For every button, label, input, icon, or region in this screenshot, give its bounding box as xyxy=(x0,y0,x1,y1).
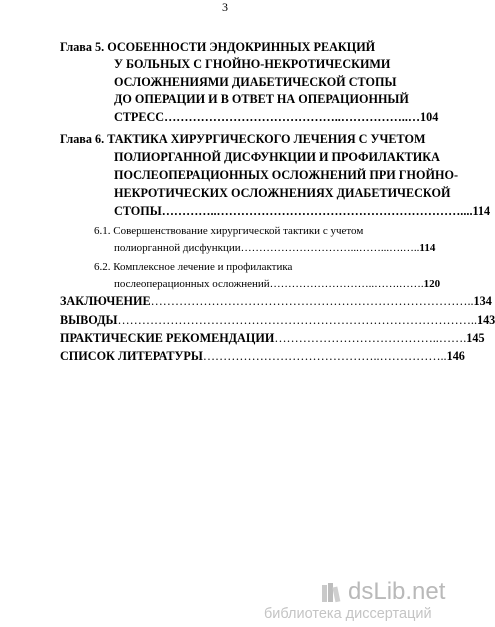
chapter-5-line-4: ДО ОПЕРАЦИИ И В ОТВЕТ НА ОПЕРАЦИОННЫЙ xyxy=(114,92,409,106)
chapter-6-line-4: НЕКРОТИЧЕСКИХ ОСЛОЖНЕНИЯХ ДИАБЕТИЧЕСКОЙ xyxy=(114,186,451,200)
chapter-5-line-1: Глава 5. ОСОБЕННОСТИ ЭНДОКРИННЫХ РЕАКЦИЙ xyxy=(60,40,376,54)
findings-page: 143 xyxy=(476,313,495,327)
toc-conclusion xyxy=(60,294,492,309)
section-6-2-line-1: 6.2. Комплексное лечение и профилактика xyxy=(94,261,293,273)
chapter-5-line-2: У БОЛЬНЫХ С ГНОЙНО-НЕКРОТИЧЕСКИМИ xyxy=(114,57,391,71)
findings-leader: …………………………………………………………………………….. xyxy=(117,313,477,327)
chapter-6-entry-row xyxy=(114,204,491,219)
chapter-6-line-2: ПОЛИОРГАННОЙ ДИСФУНКЦИИ И ПРОФИЛАКТИКА xyxy=(114,150,440,164)
findings-title: ВЫВОДЫ xyxy=(60,313,118,327)
section-6-1-leader: …………………………...……...….….. xyxy=(240,242,420,254)
chapter-6-last-line: СТОПЫ xyxy=(114,204,162,218)
page-number: 3 xyxy=(222,0,228,14)
toc-recommendations xyxy=(60,331,485,346)
references-page: 146 xyxy=(446,349,465,363)
recommendations-leader: …………………………………..……. xyxy=(274,331,467,345)
recommendations-page: 145 xyxy=(466,331,485,345)
chapter-6-line-3: ПОСЛЕОПЕРАЦИОННЫХ ОСЛОЖНЕНИЙ ПРИ ГНОЙНО- xyxy=(114,168,458,182)
chapter-5-page: 104 xyxy=(420,110,439,124)
watermark-subtitle: библиотека диссертаций xyxy=(264,606,432,622)
chapter-6-line-1: Глава 6. ТАКТИКА ХИРУРГИЧЕСКОГО ЛЕЧЕНИЯ С УЧЕТОМ xyxy=(60,132,426,146)
watermark xyxy=(264,578,450,623)
book-stack-icon xyxy=(320,581,344,605)
section-6-2-last-line: послеоперационных осложнений xyxy=(114,278,270,290)
chapter-5-line-3: ОСЛОЖНЕНИЯМИ ДИАБЕТИЧЕСКОЙ СТОПЫ xyxy=(114,75,397,89)
section-6-2-entry-row xyxy=(114,277,441,291)
chapter-6-leader: …………..…………………………………………………….... xyxy=(161,204,473,218)
chapter-5-entry-row xyxy=(114,110,439,125)
conclusion-leader: …………………………………………………………………….. xyxy=(150,294,474,308)
section-6-2-leader: ………………………..…….……. xyxy=(269,278,424,290)
section-6-1-last-line: полиорганной дисфункции xyxy=(114,242,241,254)
references-leader: ……………………………………..…………….. xyxy=(202,349,447,363)
toc-references xyxy=(60,349,465,364)
section-6-1-line-1: 6.1. Совершенствование хирургической тактики с учетом xyxy=(94,225,364,237)
watermark-logo: dsLib.net xyxy=(348,578,446,605)
section-6-1-page: 114 xyxy=(419,242,436,254)
section-6-1-entry-row xyxy=(114,241,436,255)
references-title: СПИСОК ЛИТЕРАТУРЫ xyxy=(60,349,203,363)
chapter-6-page: 114 xyxy=(472,204,491,218)
conclusion-page: 134 xyxy=(473,294,492,308)
section-6-2-page: 120 xyxy=(423,278,441,290)
chapter-5-last-line: СТРЕСС xyxy=(114,110,165,124)
chapter-5-leader: ……………………………………..……………..… xyxy=(164,110,421,124)
recommendations-title: ПРАКТИЧЕСКИЕ РЕКОМЕНДАЦИИ xyxy=(60,331,275,345)
toc-findings xyxy=(60,313,495,328)
conclusion-title: ЗАКЛЮЧЕНИЕ xyxy=(60,294,151,308)
